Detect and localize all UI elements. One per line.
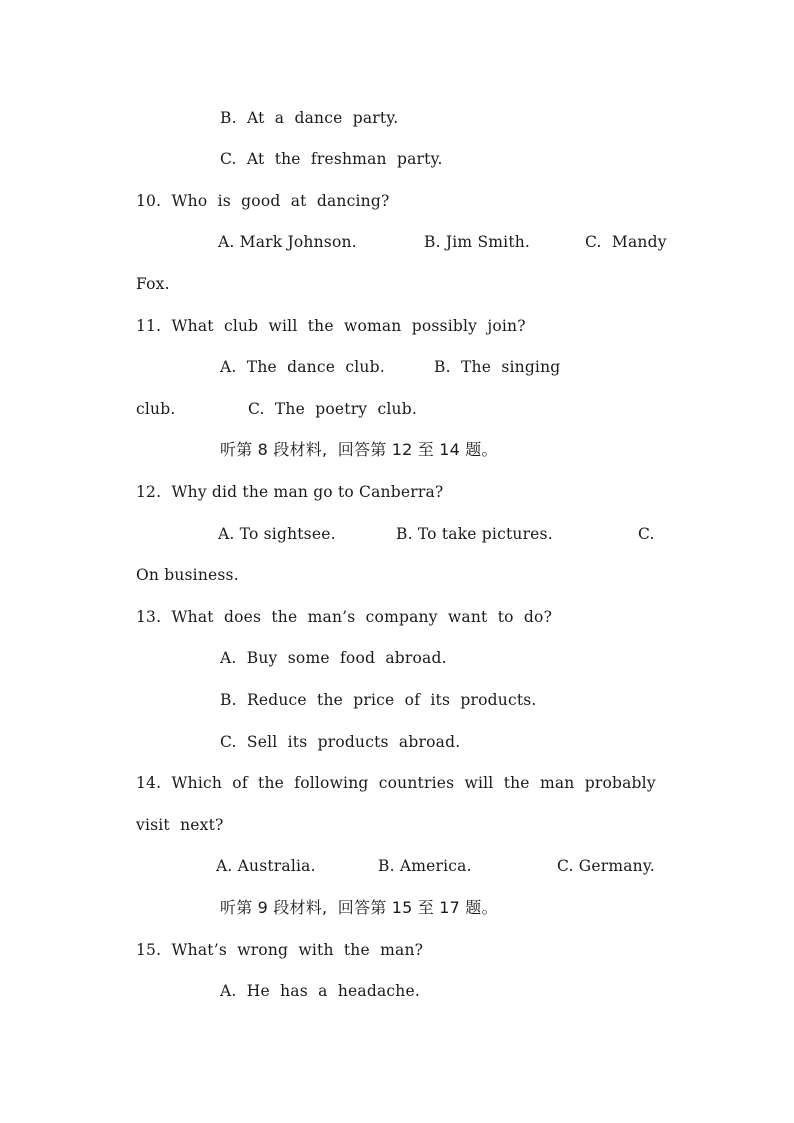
q9-option-b: B. At a dance party.	[220, 109, 399, 127]
q14-option-a: A. Australia.	[216, 857, 316, 875]
q10-option-a: A. Mark Johnson.	[218, 233, 357, 251]
q12-option-c-continued: On business.	[136, 566, 239, 584]
q13-option-b: B. Reduce the price of its products.	[220, 691, 537, 709]
q12-option-c: C.	[638, 525, 655, 543]
q14-option-b: B. America.	[378, 857, 472, 875]
q10-question: 10. Who is good at dancing?	[136, 192, 390, 210]
q12-question: 12. Why did the man go to Canberra?	[136, 483, 444, 501]
q14-question-continued: visit next?	[136, 816, 224, 834]
q12-option-a: A. To sightsee.	[218, 525, 336, 543]
section-9-instruction: 听第 9 段材料, 回答第 15 至 17 题。	[220, 898, 498, 917]
q14-option-c: C. Germany.	[557, 857, 655, 875]
q11-option-c: C. The poetry club.	[248, 400, 417, 418]
q12-option-b: B. To take pictures.	[396, 525, 553, 543]
q10-option-b: B. Jim Smith.	[424, 233, 531, 251]
q11-option-b-continued: club.	[136, 400, 176, 418]
q11-option-a: A. The dance club.	[220, 358, 385, 376]
q14-question: 14. Which of the following countries will the man probably	[136, 774, 656, 792]
q13-question: 13. What does the man’s company want to do?	[136, 608, 553, 626]
q15-question: 15. What’s wrong with the man?	[136, 941, 424, 959]
q15-option-a: A. He has a headache.	[220, 982, 420, 1000]
q10-option-c-continued: Fox.	[136, 275, 170, 293]
q11-question: 11. What club will the woman possibly join?	[136, 317, 526, 335]
q9-option-c: C. At the freshman party.	[220, 150, 443, 168]
q10-option-c: C. Mandy	[585, 233, 667, 251]
q13-option-c: C. Sell its products abroad.	[220, 733, 461, 751]
q13-option-a: A. Buy some food abroad.	[220, 649, 447, 667]
section-8-instruction: 听第 8 段材料, 回答第 12 至 14 题。	[220, 440, 498, 459]
q11-option-b: B. The singing	[434, 358, 561, 376]
